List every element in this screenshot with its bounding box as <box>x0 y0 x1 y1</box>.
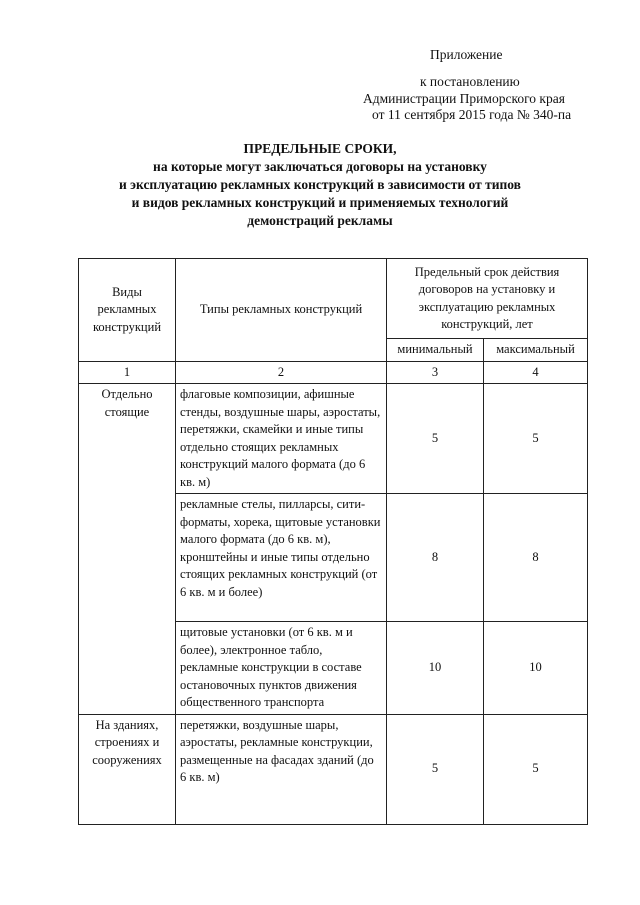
resolution-label: к постановлению <box>420 74 520 89</box>
table-row <box>79 384 588 494</box>
min-term-cell: 5 <box>387 714 484 824</box>
min-term-cell: 5 <box>387 384 484 494</box>
appendix-label: Приложение <box>430 47 503 62</box>
max-term-cell: 5 <box>484 384 588 494</box>
table-header-row <box>79 259 588 339</box>
col-number-3: 3 <box>387 361 484 384</box>
date-line: от 11 сентября 2015 года № 340-па <box>372 107 572 122</box>
kind-cell: Отдельно стоящие <box>79 384 176 715</box>
type-cell: рекламные стелы, пилларсы, сити-форматы, хорека, щитовые установки малого формата (до 6 кв. м), кронштейны и иные типы отдельно стоящих рекламных конструкций (от 6 кв. м и более) <box>176 494 387 622</box>
max-term-cell: 8 <box>484 494 588 622</box>
administration-label: Администрации Приморского края <box>363 91 565 106</box>
max-term-cell: 10 <box>484 622 588 715</box>
doc-subtitle-1: на которые могут заключаться договоры на установку <box>153 159 487 174</box>
terms-table <box>78 258 588 825</box>
doc-subtitle-2: и эксплуатацию рекламных конструкций в зависимости от типов <box>119 177 521 192</box>
header-kinds: Виды рекламных конструкций <box>79 259 176 362</box>
col-number-1: 1 <box>79 361 176 384</box>
column-number-row <box>79 361 588 384</box>
doc-subtitle-3: и видов рекламных конструкций и применяемых технологий <box>131 195 509 210</box>
header-min: минимальный <box>387 339 484 362</box>
min-term-cell: 10 <box>387 622 484 715</box>
table-row <box>79 714 588 824</box>
type-cell: перетяжки, воздушные шары, аэростаты, рекламные конструкции, размещенные на фасадах зданий (до 6 кв. м) <box>176 714 387 824</box>
doc-subtitle-4: демонстраций рекламы <box>247 213 393 228</box>
header-types: Типы рекламных конструкций <box>176 259 387 362</box>
col-number-4: 4 <box>484 361 588 384</box>
doc-title: ПРЕДЕЛЬНЫЕ СРОКИ, <box>243 141 397 156</box>
header-max: максимальный <box>484 339 588 362</box>
min-term-cell: 8 <box>387 494 484 622</box>
header-term: Предельный срок действия договоров на установку и эксплуатацию рекламных конструкций, лет <box>387 259 588 339</box>
type-cell: щитовые установки (от 6 кв. м и более), электронное табло, рекламные конструкции в составе остановочных пунктов движения общественного транспорта <box>176 622 387 715</box>
max-term-cell: 5 <box>484 714 588 824</box>
kind-cell: На зданиях, строениях и сооружениях <box>79 714 176 824</box>
type-cell: флаговые композиции, афишные стенды, воздушные шары, аэростаты, перетяжки, скамейки и иные типы отдельно стоящих рекламных конструкций малого формата (до 6 кв. м) <box>176 384 387 494</box>
col-number-2: 2 <box>176 361 387 384</box>
